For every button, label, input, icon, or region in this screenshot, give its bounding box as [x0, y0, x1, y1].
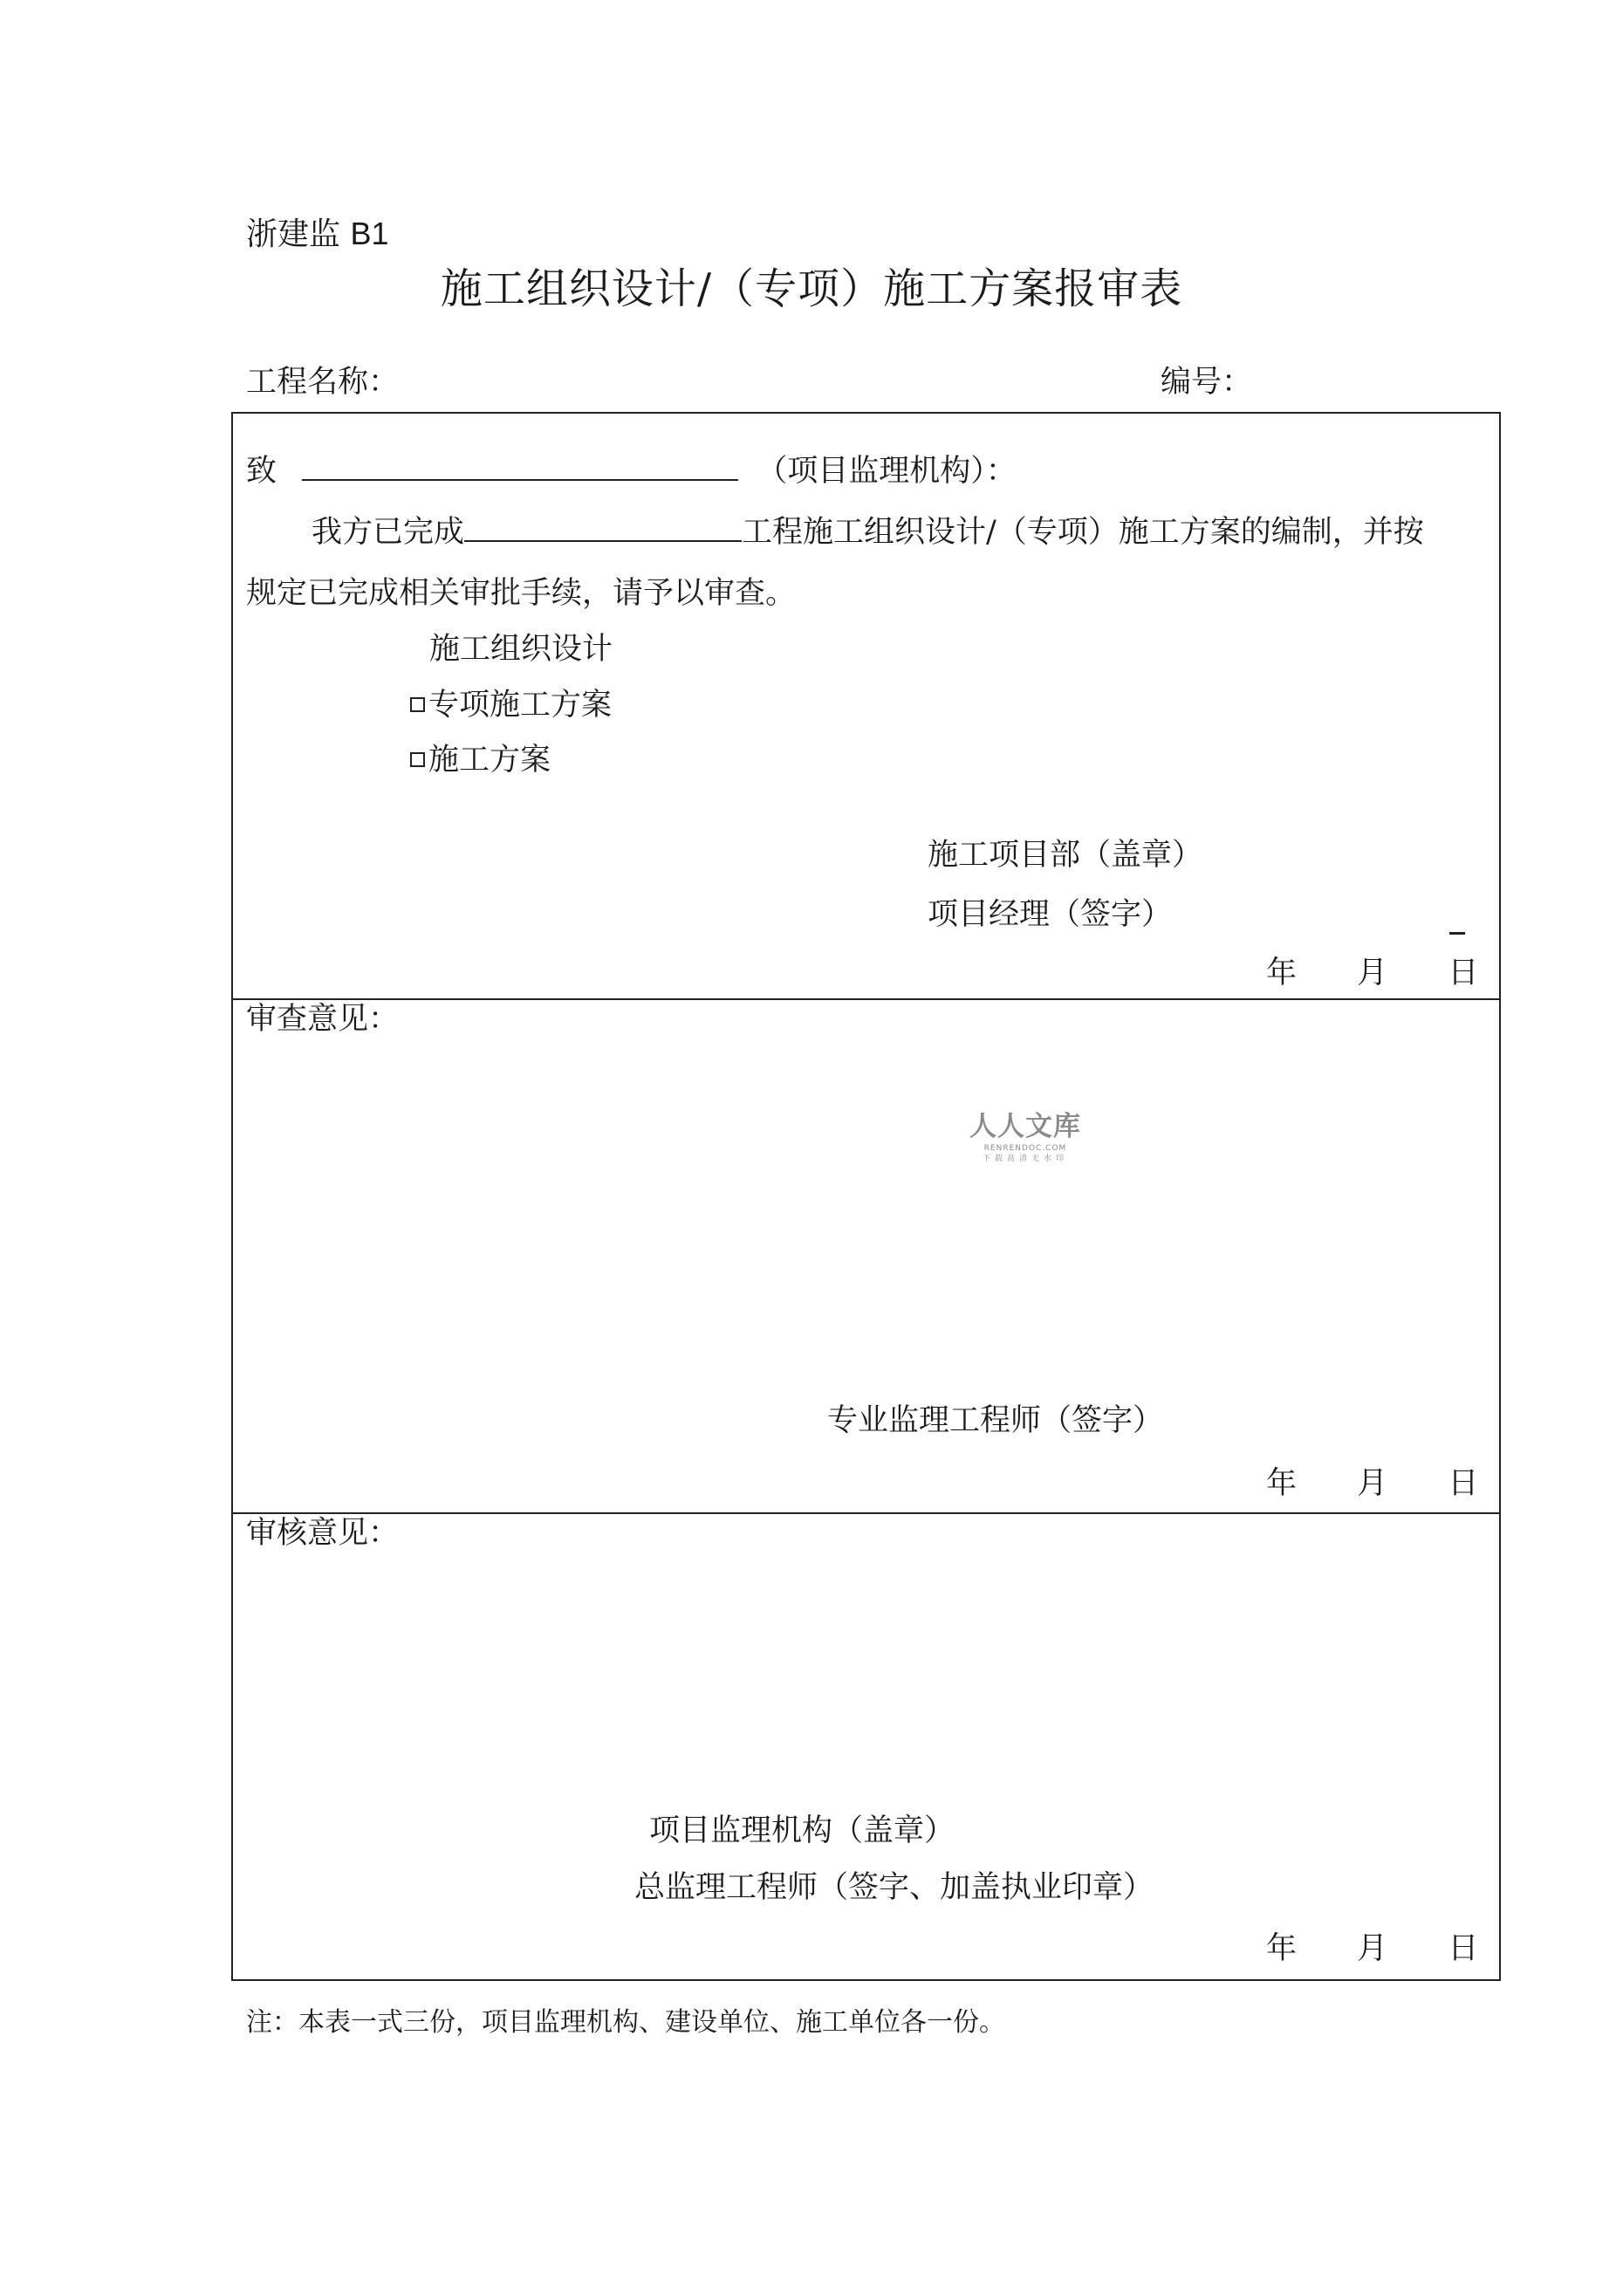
row-divider: [231, 1512, 1501, 1514]
statement-before: 我方已完成: [312, 515, 465, 550]
addressee-line: [246, 447, 1017, 490]
checkbox-icon[interactable]: [410, 752, 425, 767]
year-label: 年: [1266, 1931, 1298, 1966]
date-row: [1266, 1459, 1478, 1503]
year-label: 年: [1266, 956, 1298, 990]
row-divider: [231, 998, 1501, 1000]
checkbox-icon[interactable]: [410, 697, 425, 712]
page-title: 施工组织设计/（专项）施工方案报审表: [440, 264, 1183, 313]
month-label: 月: [1357, 1931, 1388, 1966]
form-table: [231, 412, 1501, 1981]
watermark-domain: RENRENDOC.COM: [983, 1144, 1067, 1153]
recipient-blank[interactable]: [302, 448, 738, 481]
watermark-subtext: 下载高清无水印: [982, 1155, 1068, 1163]
audit-opinion-heading: 审核意见：: [246, 1516, 400, 1551]
serial-number-label: 编号：: [1161, 365, 1253, 400]
option-special-plan[interactable]: [410, 681, 612, 724]
footer-note: 注：本表一式三份，项目监理机构、建设单位、施工单位各一份。: [246, 2007, 1005, 2038]
project-name-label: 工程名称：: [246, 365, 400, 400]
dash-mark: [1449, 932, 1465, 935]
to-prefix: 致: [246, 454, 277, 489]
contractor-stamp-label: 施工项目部（盖章）: [928, 838, 1203, 873]
option-org-design[interactable]: [429, 625, 613, 668]
day-label: 日: [1448, 1466, 1479, 1501]
statement-after: 工程施工组织设计/（专项）施工方案的编制，并按: [742, 515, 1424, 550]
date-row: [1266, 949, 1478, 992]
supervision-org-stamp-label: 项目监理机构（盖章）: [649, 1813, 955, 1848]
form-code-prefix: 浙建监: [246, 216, 341, 252]
watermark-text: 人人文库: [969, 1111, 1081, 1142]
option-label: 专项施工方案: [428, 688, 613, 723]
date-row: [1266, 1924, 1478, 1968]
supervising-engineer-sign-label: 专业监理工程师（签字）: [827, 1403, 1164, 1438]
watermark-logo: [960, 1110, 1091, 1164]
day-label: 日: [1448, 1931, 1479, 1966]
project-manager-sign-label: 项目经理（签字）: [928, 897, 1173, 932]
statement-line-1: [312, 508, 1424, 552]
day-label: 日: [1448, 956, 1479, 990]
year-label: 年: [1266, 1466, 1298, 1501]
chief-engineer-sign-label: 总监理工程师（签字、加盖执业印章）: [634, 1870, 1154, 1905]
option-label: 施工组织设计: [429, 632, 613, 667]
month-label: 月: [1357, 956, 1388, 990]
option-construction-plan[interactable]: [410, 736, 551, 779]
to-suffix: （项目监理机构）：: [757, 454, 1017, 489]
form-code: [246, 209, 389, 254]
form-code-suffix: B1: [350, 216, 389, 251]
review-opinion-heading: 审查意见：: [246, 1002, 400, 1037]
month-label: 月: [1357, 1466, 1388, 1501]
statement-line-2: 规定已完成相关审批手续，请予以审查。: [246, 576, 797, 611]
project-blank[interactable]: [464, 509, 742, 542]
option-label: 施工方案: [428, 743, 551, 778]
